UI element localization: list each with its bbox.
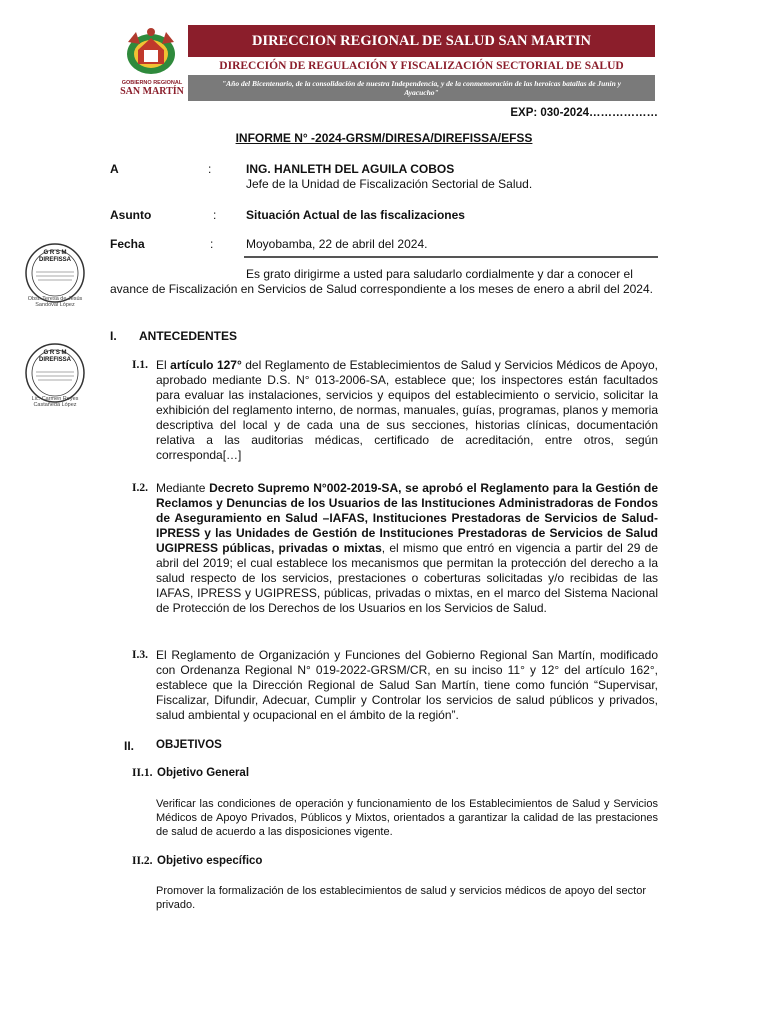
section-1-title: ANTECEDENTES — [139, 329, 238, 343]
item-1-1-text — [156, 358, 658, 463]
intro-rest: avance de Fiscalización en Servicios de Salud correspondiente a los meses de enero a abril del 2024. — [110, 282, 653, 296]
stamp-1-line1: G R S M — [43, 250, 67, 256]
stamp-2-line1: G R S M — [43, 350, 67, 356]
item-1-2-text-bold: Decreto Supremo N°002-2019-SA, se aprobó el Reglamento para la Gestión de Reclamos y Denuncias de los Usuarios de las Instituciones Administradoras de Fondos de Aseguramiento en Salud –IAFAS, Instituciones Prestadoras de Servicios de Salud-IPRESS y las Unidades de Gestión de Instituciones Prestadoras de Servicios de Salud UGIPRESS públicas, privadas o mixtas — [156, 481, 659, 555]
section-1-number: I. — [110, 329, 117, 343]
item-1-2-text-a: Mediante — [156, 481, 210, 495]
item-2-1-number: II.1. — [132, 767, 153, 779]
section-2-number: II. — [124, 739, 135, 753]
separator-line — [244, 256, 658, 258]
item-1-1-number: I.1. — [132, 359, 148, 371]
item-2-1-title: Objetivo General — [157, 767, 250, 779]
item-1-1-text-b: del Reglamento de Establecimientos de Salud y Servicios Médicos de Apoyo, aprobado mediante D.S. N° 013-2006-SA, establece que; los inspectores están facultados para evaluar las instalaciones, servicios y equipos del establecimiento o servicio, solicitar la exhibición del reglamento interno, de normas, manuales, guías, programas, planos y memoria descriptiva del local y de cada una de sus secciones, historias clínicas, documentación relativa a las auditorias médicas, certificado de acreditación, entre otros, según corresponda[…] — [156, 358, 658, 462]
item-1-3-text: El Reglamento de Organización y Funciones del Gobierno Regional San Martín, modificado con Ordenanza Regional N° 019-2022-GRSM/CR, en su inciso 11° y 12° del artículo 162°, establece que la Dirección Regional de Salud San Martín, tiene como función “Supervisar, Fiscalizar, Difundir, Adecuar, Cumplir y Controlar los servicios de salud públicos y privados, salud ambiental y ocupacional en el ámbito de la región”. — [156, 648, 658, 722]
field-fecha-colon: : — [210, 237, 214, 251]
item-1-1-text-bold: artículo 127° — [170, 358, 242, 372]
stamp-1-line2: DIREFISSA — [38, 257, 71, 263]
field-fecha-label: Fecha — [110, 237, 145, 251]
section-2-title: OBJETIVOS — [156, 739, 222, 751]
stamp-1-caption: Obst. Teresa de Jesús Sandoval López — [27, 296, 83, 308]
field-asunto-value: Situación Actual de las fiscalizaciones — [246, 208, 465, 222]
stamp-2-caption: Lic. Carmen Reyes Castañeda López — [31, 396, 79, 408]
field-a-label: A — [110, 162, 119, 176]
objetivo-general-text: Verificar las condiciones de operación y funcionamiento de los Establecimientos de Salud y Servicios Médicos de Apoyo Privados, Públicos y Mixtos, orientados a garantizar la calidad de las prestaciones de salud de acuerdo a las disposiciones vigente. — [156, 798, 658, 838]
field-asunto-colon: : — [213, 208, 217, 222]
header-motto: "Año del Bicentenario, de la consolidación de nuestra Independencia, y de la conmemoración de las heroicas batallas de Junín y Ayacucho" — [188, 75, 655, 101]
brand-line-2: SAN MARTÍN — [120, 86, 184, 97]
header-subtitle: DIRECCIÓN DE REGULACIÓN Y FISCALIZACIÓN SECTORIAL DE SALUD — [219, 60, 624, 72]
item-1-3-number: I.3. — [132, 649, 148, 661]
header-title: DIRECCION REGIONAL DE SALUD SAN MARTIN — [188, 25, 655, 57]
item-2-2-number: II.2. — [132, 855, 153, 867]
field-asunto-label: Asunto — [110, 208, 152, 222]
item-1-2-number: I.2. — [132, 482, 148, 494]
item-1-2-text-b: , el mismo que entró en vigencia a partir del 29 de abril del 2019; el cual establece los mecanismos que permitan la protección del derecho a la salud respecto de los servicios, prestaciones o coberturas solicitadas y/o recibidas de las IAFAS, IPRESS y UGIPRESS, públicas, privadas o mixtas, en el marco del Sistema Nacional de Protección de los Derechos de los Usuarios en los Servicios de Salud. — [156, 541, 658, 615]
stamp-2-line2: DIREFISSA — [38, 357, 71, 363]
field-a-name: ING. HANLETH DEL AGUILA COBOS — [246, 162, 455, 176]
item-2-2-title: Objetivo específico — [157, 855, 263, 867]
expediente-number: EXP: 030-2024……………… — [510, 107, 658, 119]
field-a-colon: : — [208, 162, 212, 176]
intro-first-line: Es grato dirigirme a usted para saludarlo cordialmente y dar a conocer el — [246, 267, 633, 281]
field-a-role: Jefe de la Unidad de Fiscalización Sectorial de Salud. — [246, 177, 533, 191]
brand-line-1: GOBIERNO REGIONAL — [121, 80, 183, 86]
item-1-2-text — [156, 481, 658, 616]
item-1-1-text-a: El — [156, 358, 171, 372]
informe-title: INFORME N° -2024-GRSM/DIRESA/DIREFISSA/EFSS — [235, 131, 533, 145]
field-fecha-value: Moyobamba, 22 de abril del 2024. — [246, 237, 428, 251]
objetivo-especifico-text: Promover la formalización de los establecimientos de salud y servicios médicos de apoyo del sector privado. — [156, 885, 646, 911]
